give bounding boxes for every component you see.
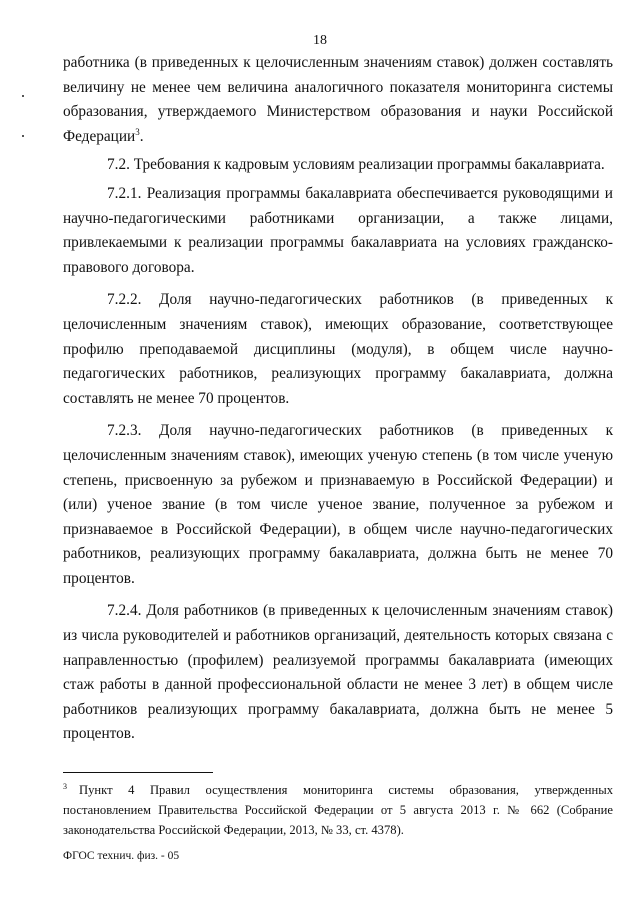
footnote-text: Пункт 4 Правил осуществления мониторинга системы образования, утвержденных постановлением Правительства Российской Федерации от 5 августа 2013 г. № 662 (Собрание законодательства Российской Федерации, 2013, № 33, ст. 4378). <box>63 783 613 837</box>
paragraph-7-2-3: 7.2.3. Доля научно-педагогических работников (в приведенных к целочисленным значениям ставок), имеющих ученую степень (в том числе ученую степень, присвоенную за рубежом и признаваемую в Российской Федерации) и (или) ученое звание (в том числе ученое звание, полученное за рубежом и признаваемое в Российской Федерации), в общем числе научно-педагогических работников, реализующих программу бакалавриата, должна быть не менее 70 процентов. <box>63 422 613 587</box>
paragraph-continuation-text: работника (в приведенных к целочисленным значениям ставок) должен составлять величину не менее чем величина аналогичного показателя мониторинга системы образования, утверждаемого Министерством образования и науки Российской Федерации <box>63 54 613 145</box>
scan-dot <box>22 135 24 137</box>
footnote-divider <box>63 772 213 773</box>
footnote <box>63 780 613 840</box>
scan-dot <box>22 95 24 97</box>
paragraph-7-2-2: 7.2.2. Доля научно-педагогических работников (в приведенных к целочисленным значениям ставок), имеющих образование, соответствующее профилю преподаваемой дисциплины (модуля), в общем числе научно-педагогических работников, реализующих программу бакалавриата, должна составлять не менее 70 процентов. <box>63 291 613 407</box>
paragraph-7-2-4: 7.2.4. Доля работников (в приведенных к целочисленным значениям ставок) из числа руководителей и работников организаций, деятельность которых связана с направленностью (профилем) реализуемой программы бакалавриата (имеющих стаж работы в данной профессиональной области не менее 3 лет) в общем числе работников реализующих программу бакалавриата, должна быть не менее 5 процентов. <box>63 602 613 743</box>
footnote-mark: 3 <box>63 781 67 791</box>
document-body <box>63 51 613 747</box>
paragraph-7-2-1: 7.2.1. Реализация программы бакалавриата обеспечивается руководящими и научно-педагогическими работниками организации, а также лицами, привлекаемыми к реализации программы бакалавриата на условиях гражданско-правового договора. <box>63 184 613 276</box>
footnote-ref: 3 <box>135 126 140 137</box>
paragraph-continuation-end: . <box>139 127 144 145</box>
paragraph-continuation <box>63 51 613 149</box>
section-heading-7-2: 7.2. Требования к кадровым условиям реализации программы бакалавриата. <box>107 156 605 174</box>
document-footer-label: ФГОС технич. физ. - 05 <box>63 850 180 862</box>
page-number: 18 <box>313 33 327 48</box>
